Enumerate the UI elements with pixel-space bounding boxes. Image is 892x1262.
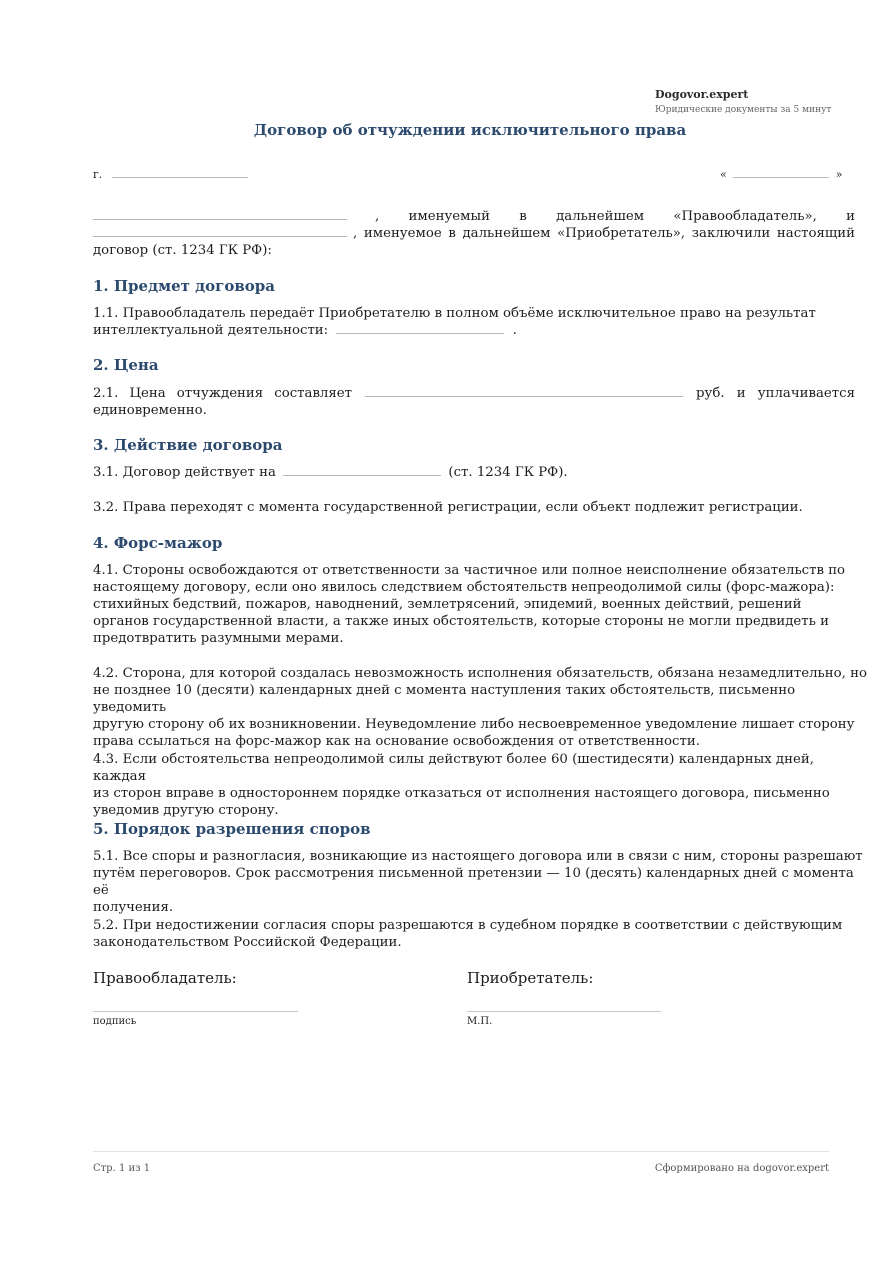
signature-right-note: М.П. [467, 1016, 493, 1027]
section-5-p1: 5.1. Все споры и разногласия, возникающие из настоящего договора или в связи с ним, стороны разрешают путём переговоров. Срок рассмотрения письменной претензии — 10 (десять) календарных дней с момента её получения. [93, 849, 863, 915]
section-3-p1: 3.1. Договор действует на (ст. 1234 ГК РФ). [93, 465, 568, 480]
section-4-heading: 4. Форс-мажор [93, 534, 223, 552]
parties-line-2 [93, 225, 855, 242]
section-1-p1-line1: 1.1. Правообладатель передаёт Приобретателю в полном объёме исключительное право на результат [93, 306, 816, 321]
parties-line-3: договор (ст. 1234 ГК РФ): [93, 243, 272, 258]
section-3-p2: 3.2. Права переходят с момента государственной регистрации, если объект подлежит регистрации. [93, 500, 803, 515]
parties-text-2: , именуемое в дальнейшем «Приобретатель», заключили настоящий [353, 226, 855, 241]
object-blank [336, 322, 504, 334]
signature-left-note: подпись [93, 1016, 137, 1027]
section-4-p1: 4.1. Стороны освобождаются от ответственности за частичное или полное неисполнение обязательств по настоящему договору, если оно явилось следствием обстоятельств непреодолимой силы (форс-мажора): стихийных бедствий, пожаров, наводнений, землетрясений, эпидемий, военных действий, решений органов государственной власти, а также иных обстоятельств, которые стороны не могли предвидеть и предотвратить разумными мерами. [93, 563, 846, 646]
city-blank [112, 166, 248, 178]
section-3-heading: 3. Действие договора [93, 436, 283, 454]
party1-blank [93, 208, 347, 220]
section-2-heading: 2. Цена [93, 356, 159, 374]
signature-left-label: Правообладатель: [93, 969, 237, 987]
footer-page-number: Стр. 1 из 1 [93, 1163, 151, 1174]
section-1-p1-line2: интеллектуальной деятельности: . [93, 323, 517, 338]
section-5-p2: 5.2. При недостижении согласия споры разрешаются в судебном порядке в соответствии с действующим законодательством Российской Федерации. [93, 918, 843, 950]
parties-sep: , [375, 209, 380, 224]
footer-generated: Сформировано на dogovor.expert [654, 1163, 829, 1174]
section-1-heading: 1. Предмет договора [93, 277, 275, 295]
term-blank [283, 464, 441, 476]
section-4-p3: 4.3. Если обстоятельства непреодолимой силы действуют более 60 (шестидесяти) календарных дней, каждая из сторон вправе в одностороннем порядке отказаться от исполнения настоящего договора, письменно уведомив другую сторону. [93, 752, 830, 818]
price-blank [365, 385, 683, 397]
parties-line-1: , именуемый в дальнейшем «Правообладатель», и [93, 208, 855, 225]
section-4-p2: 4.2. Сторона, для которой создалась невозможность исполнения обязательств, обязана незамедлительно, но не позднее 10 (десяти) календарных дней с момента наступления таких обстоятельств, письменно уведомить другую сторону об их возникновении. Неуведомление либо несвоевременное уведомление лишает сторону права ссылаться на форс-мажор как на основание освобождения от ответственности. [93, 666, 867, 749]
section-2-p1-line1: 2.1. Цена отчуждения составляет руб. и уплачивается [93, 386, 855, 401]
brand-tagline: Юридические документы за 5 минут [655, 105, 832, 115]
section-2-p1-line2: единовременно. [93, 403, 207, 418]
section-5-heading: 5. Порядок разрешения споров [93, 820, 371, 838]
quote-open: « [720, 168, 727, 181]
party2-blank [93, 225, 347, 237]
footer-divider [93, 1151, 829, 1152]
signature-right-line [467, 1010, 661, 1012]
signature-left-line [93, 1010, 298, 1012]
signature-right-label: Приобретатель: [467, 969, 594, 987]
date-field [720, 166, 842, 181]
quote-close: » [835, 168, 843, 181]
city-field [93, 166, 248, 181]
city-prefix: г. [93, 168, 103, 181]
document-title: Договор об отчуждении исключительного права [253, 121, 687, 139]
brand-name: Dogovor.expert [655, 88, 749, 101]
date-blank [733, 166, 829, 178]
